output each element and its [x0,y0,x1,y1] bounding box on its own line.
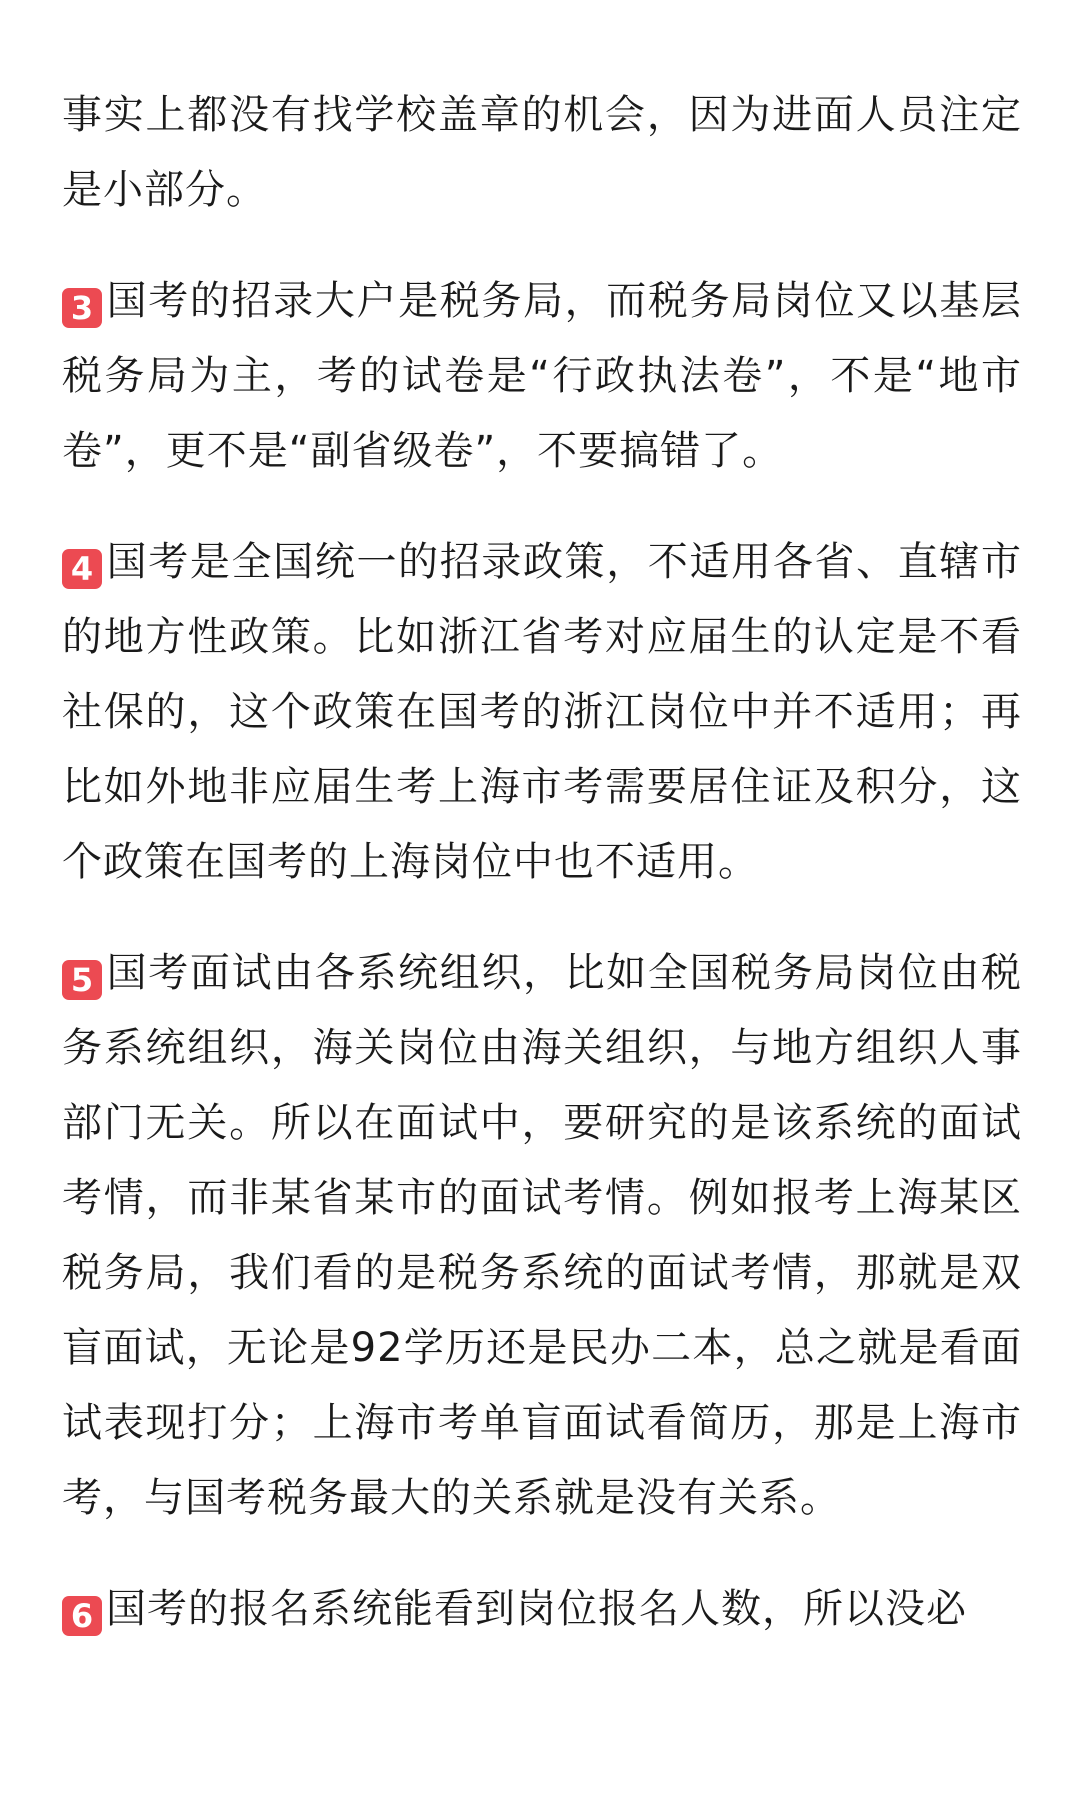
paragraph-text: 事实上都没有找学校盖章的机会，因为进面人员注定是小部分。 [62,92,1022,213]
paragraph-6 [62,1572,1022,1647]
paragraph-5 [62,936,1022,1536]
number-4-badge-icon: 4 [62,549,102,589]
paragraph-4 [62,525,1022,900]
article-body [62,78,1022,1683]
paragraph-text: 国考是全国统一的招录政策，不适用各省、直辖市的地方性政策。比如浙江省考对应届生的认定是不看社保的，这个政策在国考的浙江岗位中并不适用；再比如外地非应届生考上海市考需要居住证及积分，这个政策在国考的上海岗位中也不适用。 [62,539,1022,885]
number-5-badge-icon: 5 [62,960,102,1000]
paragraph-text: 国考的招录大户是税务局，而税务局岗位又以基层税务局为主，考的试卷是“行政执法卷”，不是“地市卷”，更不是“副省级卷”，不要搞错了。 [62,278,1022,474]
paragraph-intro [62,78,1022,228]
number-3-badge-icon: 3 [62,288,102,328]
paragraph-text: 国考的报名系统能看到岗位报名人数，所以没必 [106,1586,967,1632]
paragraph-text: 国考面试由各系统组织，比如全国税务局岗位由税务系统组织，海关岗位由海关组织，与地方组织人事部门无关。所以在面试中，要研究的是该系统的面试考情，而非某省某市的面试考情。例如报考上海某区税务局，我们看的是税务系统的面试考情，那就是双盲面试，无论是92学历还是民办二本，总之就是看面试表现打分；上海市考单盲面试看简历，那是上海市考，与国考税务最大的关系就是没有关系。 [62,950,1022,1521]
paragraph-3 [62,264,1022,489]
number-6-badge-icon: 6 [62,1596,102,1636]
